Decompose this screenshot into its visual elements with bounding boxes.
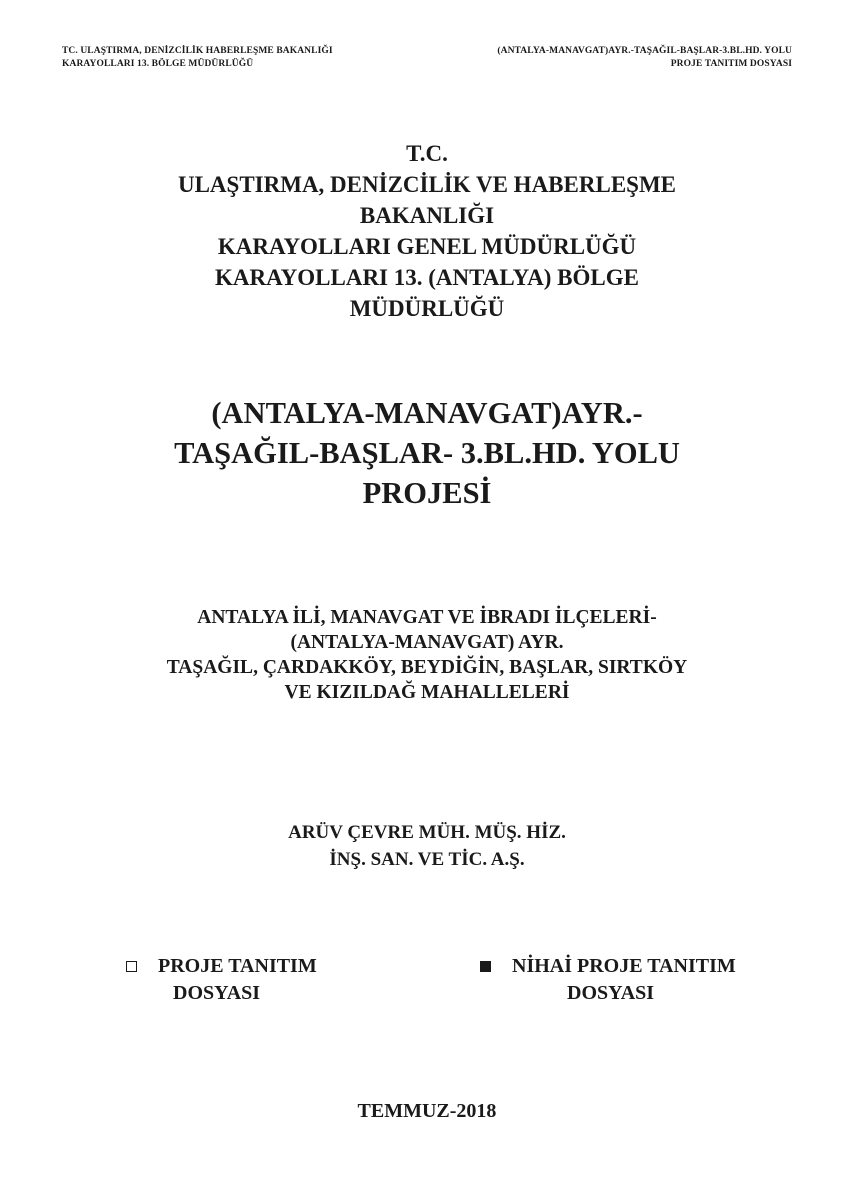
location-line: (ANTALYA-MANAVGAT) AYR. — [290, 632, 564, 653]
project-title — [0, 393, 854, 513]
ministry-line: T.C. — [406, 141, 448, 166]
header-ministry-name: TC. ULAŞTIRMA, DENİZCİLİK HABERLEŞME BAKANLIĞI — [62, 46, 333, 56]
option-nihai-proje-tanitim — [480, 953, 736, 1007]
project-title-line: TAŞAĞIL-BAŞLAR- 3.BL.HD. YOLU — [174, 436, 680, 470]
header-document-type: PROJE TANITIM DOSYASI — [670, 59, 792, 69]
option-label: PROJE TANITIM — [158, 955, 317, 977]
header-project-name: (ANTALYA-MANAVGAT)AYR.-TAŞAĞIL-BAŞLAR-3.BL.HD. YOLU — [497, 46, 792, 56]
header-region-name: KARAYOLLARI 13. BÖLGE MÜDÜRLÜĞÜ — [62, 59, 254, 69]
document-date: TEMMUZ-2018 — [357, 1100, 497, 1122]
ministry-line: ULAŞTIRMA, DENİZCİLİK VE HABERLEŞME — [177, 172, 676, 197]
checked-box-icon — [480, 961, 491, 972]
ministry-block — [0, 138, 854, 324]
unchecked-box-icon — [126, 961, 137, 972]
location-line: ANTALYA İLİ, MANAVGAT VE İBRADI İLÇELERİ- — [197, 607, 657, 628]
running-header-right — [497, 45, 792, 71]
ministry-line: MÜDÜRLÜĞÜ — [349, 296, 505, 321]
company-block — [0, 819, 854, 873]
option-label: DOSYASI — [567, 982, 655, 1004]
location-block — [0, 605, 854, 705]
ministry-line: BAKANLIĞI — [359, 203, 495, 228]
ministry-line: KARAYOLLARI 13. (ANTALYA) BÖLGE — [215, 265, 639, 290]
option-label: NİHAİ PROJE TANITIM — [512, 955, 736, 977]
option-label: DOSYASI — [173, 982, 261, 1004]
location-line: VE KIZILDAĞ MAHALLELERİ — [284, 682, 570, 703]
option-proje-tanitim — [126, 953, 317, 1007]
ministry-line: KARAYOLLARI GENEL MÜDÜRLÜĞÜ — [217, 234, 637, 259]
location-line: TAŞAĞIL, ÇARDAKKÖY, BEYDİĞİN, BAŞLAR, SIRTKÖY — [166, 657, 688, 678]
running-header-left — [62, 45, 333, 71]
project-title-line: PROJESİ — [362, 476, 492, 510]
company-line: İNŞ. SAN. VE TİC. A.Ş. — [329, 849, 525, 870]
project-title-line: (ANTALYA-MANAVGAT)AYR.- — [211, 396, 643, 430]
company-line: ARÜV ÇEVRE MÜH. MÜŞ. HİZ. — [288, 822, 566, 843]
